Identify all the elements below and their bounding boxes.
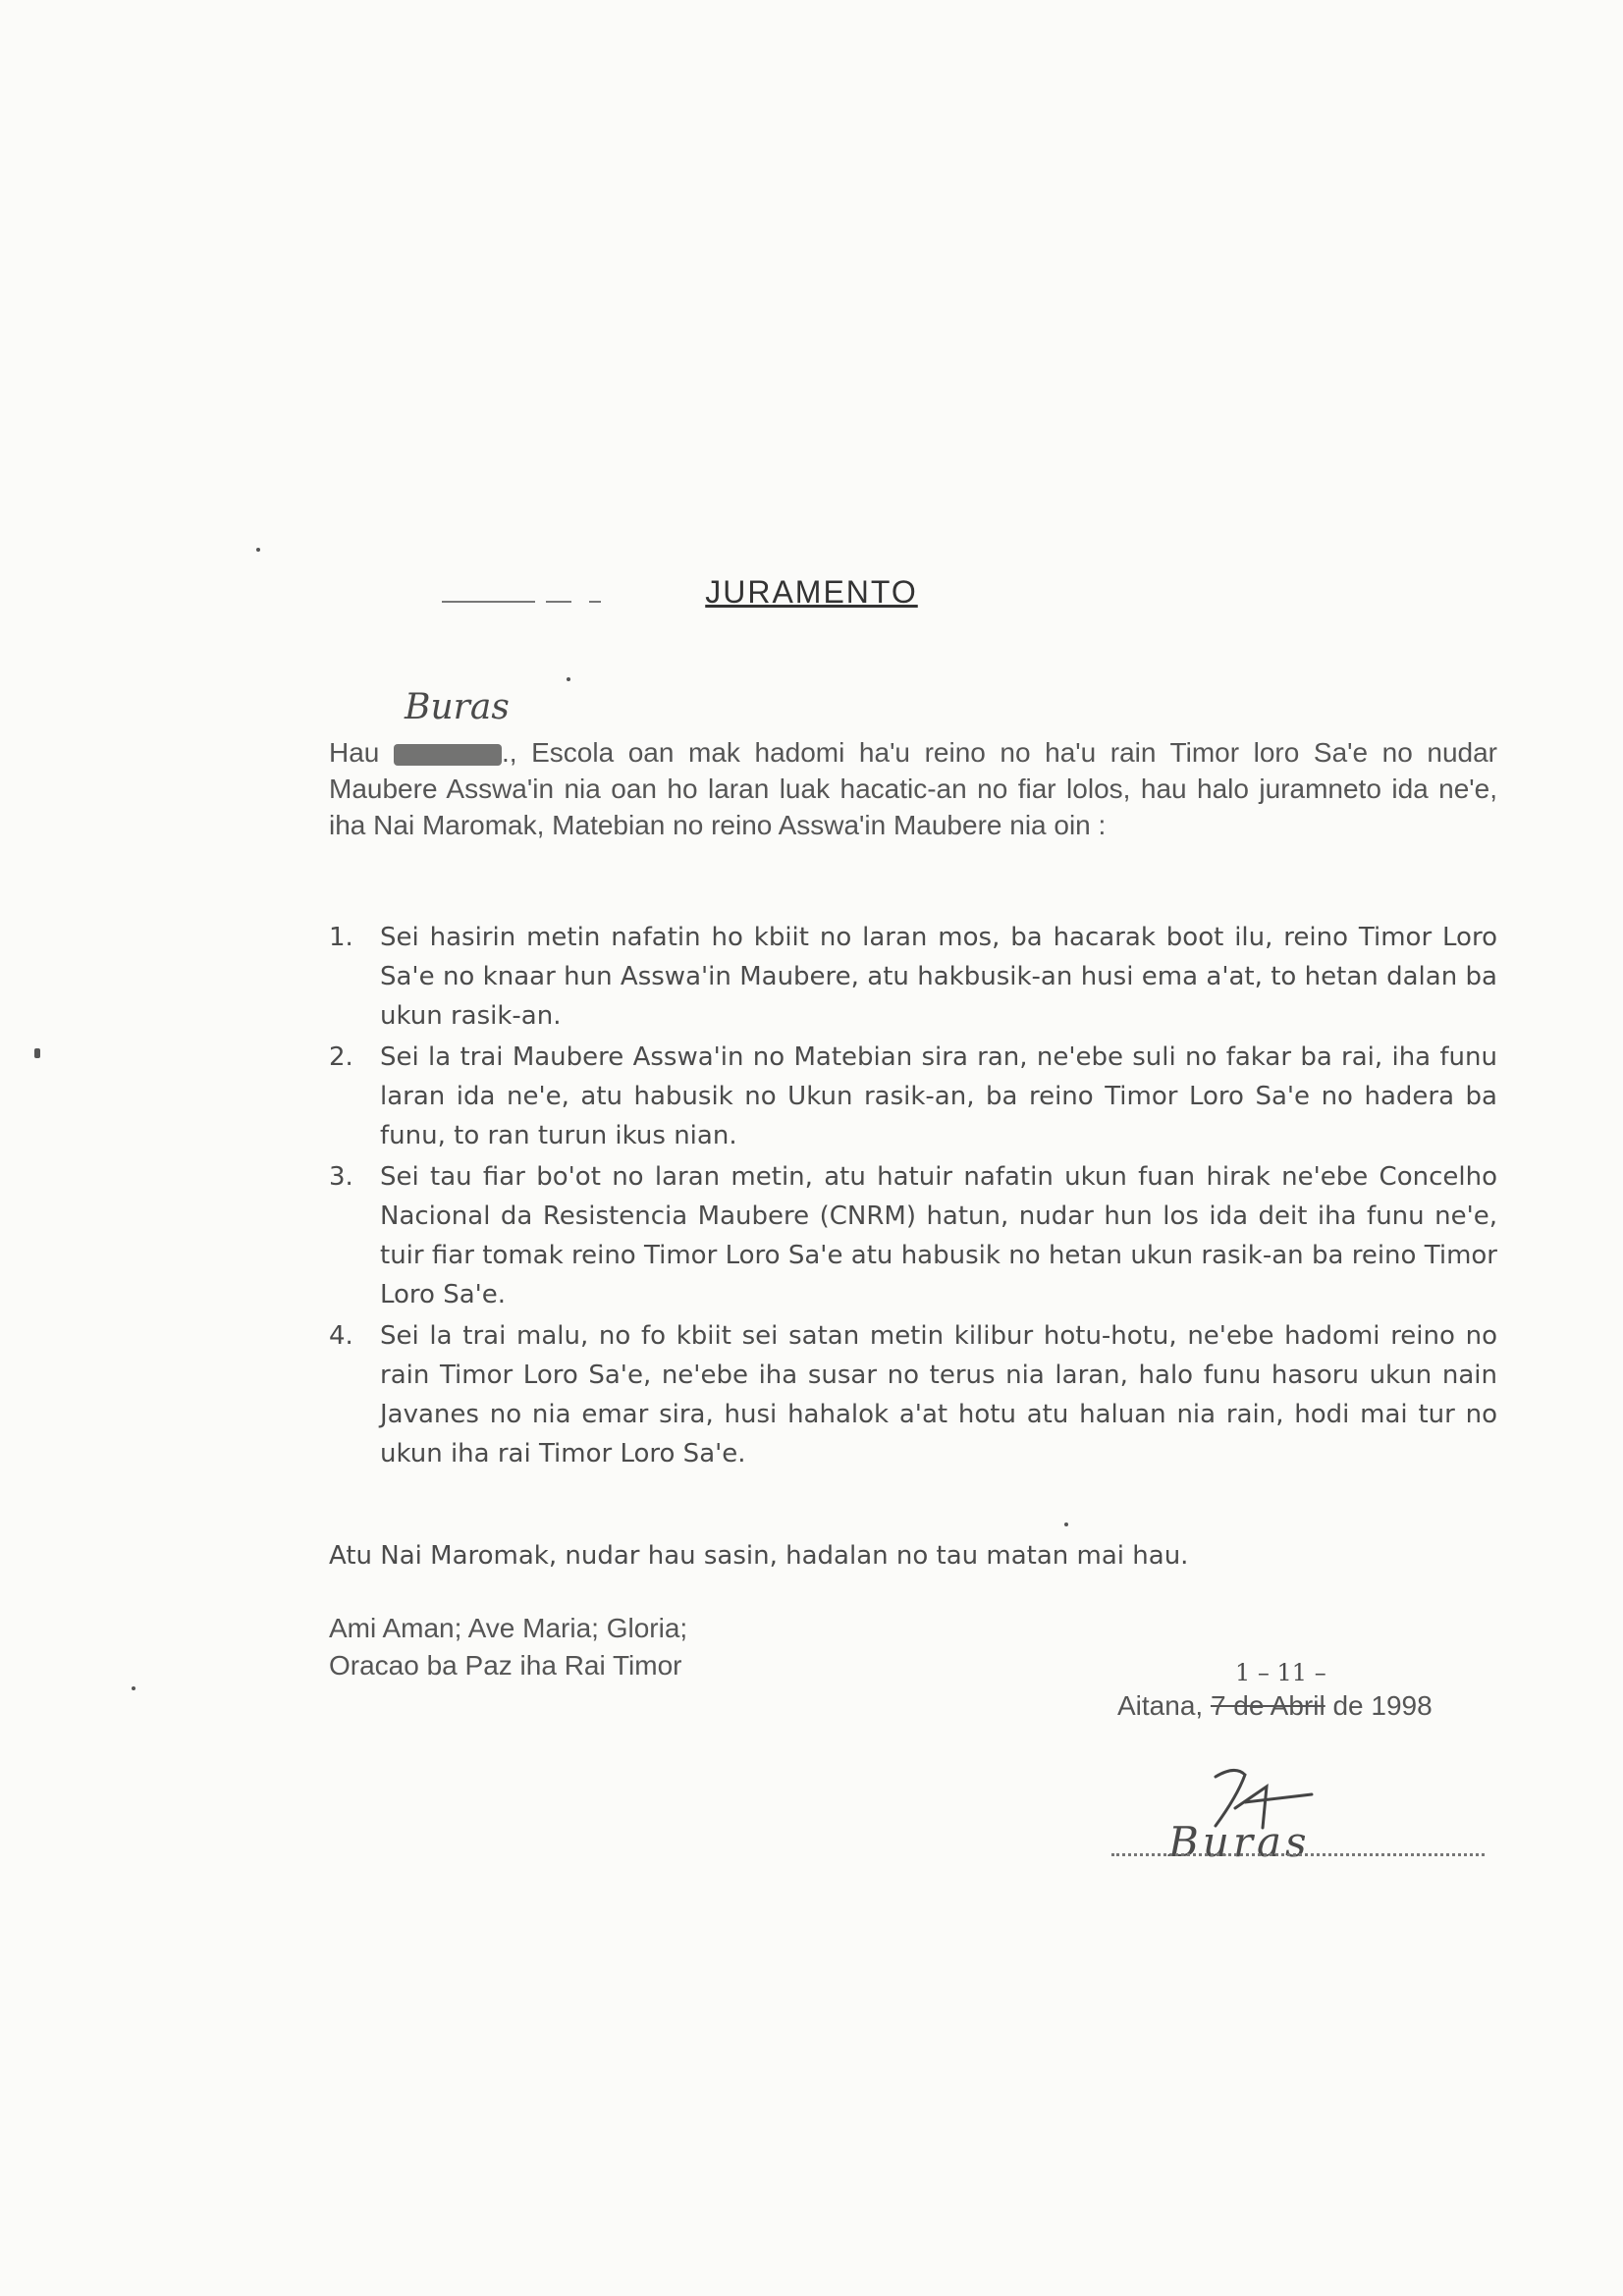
signature-line: [1111, 1853, 1485, 1856]
paper-speck: [256, 548, 260, 552]
handwritten-date-insert: 1 – 11 –: [1235, 1659, 1326, 1686]
oath-item-number: 1.: [329, 923, 353, 952]
oath-item: [329, 1316, 1497, 1473]
date-year: de 1998: [1332, 1690, 1433, 1721]
oath-item: [329, 1038, 1497, 1155]
oath-item-number: 2.: [329, 1042, 353, 1072]
closing-sentence: Atu Nai Maromak, nudar hau sasin, hadalan no tau matan mai hau.: [329, 1541, 1189, 1571]
paper-speck: [34, 1048, 40, 1058]
oath-item-number: 4.: [329, 1321, 353, 1351]
paper-speck: [1064, 1522, 1068, 1526]
intro-paragraph: [329, 734, 1497, 843]
paper-speck: [132, 1686, 135, 1690]
place-and-date: [1117, 1690, 1433, 1722]
oath-item-number: 3.: [329, 1162, 353, 1192]
oath-item: [329, 1157, 1497, 1314]
prayer-line: Oracao ba Paz iha Rai Timor: [329, 1650, 682, 1681]
handwritten-name-above: Buras: [405, 687, 510, 727]
redacted-name-blot: [394, 744, 502, 766]
oath-item-text: Sei la trai malu, no fo kbiit sei satan metin kilibur hotu-hotu, ne'ebe hadomi reino no rain Timor Loro Sa'e, ne'ebe iha susar no terus nia laran, halo funu hasoru ukun nain Javanes no nia emar sira, husi hahalok a'at hotu atu haluan nia rain, hodi mai tur no ukun iha rai Timor Loro Sa'e.: [380, 1321, 1497, 1468]
oath-list: [329, 918, 1497, 1475]
oath-item: [329, 918, 1497, 1036]
struck-date: 7 de Abril: [1210, 1690, 1325, 1721]
intro-start: Hau: [329, 737, 380, 768]
intro-rest: ., Escola oan mak hadomi ha'u reino no ha'u rain Timor loro Sa'e no nudar Maubere Asswa'in nia oan ho laran luak hacatic-an no fiar lolos, hau halo juramneto ida ne'e, iha Nai Maromak, Matebian no reino Asswa'in Maubere nia oin :: [329, 737, 1498, 840]
oath-item-text: Sei hasirin metin nafatin ho kbiit no laran mos, ba hacarak boot ilu, reino Timor Loro Sa'e no knaar hun Asswa'in Maubere, atu hakbusik-an husi ema a'at, to hetan dalan ba ukun rasik-an.: [380, 923, 1497, 1031]
prayer-line: Ami Aman; Ave Maria; Gloria;: [329, 1613, 688, 1643]
prayers-block: [329, 1610, 1016, 1684]
oath-item-text: Sei la trai Maubere Asswa'in no Matebian sira ran, ne'ebe suli no fakar ba rai, iha funu laran ida ne'e, atu habusik no Ukun rasik-an, ba reino Timor Loro Sa'e no hadera ba funu, to ran turun ikus nian.: [380, 1042, 1497, 1150]
paper-speck: [567, 677, 570, 681]
place: Aitana,: [1117, 1690, 1204, 1721]
document-title: JURAMENTO: [705, 574, 918, 610]
signature-name: Buras: [1168, 1818, 1311, 1866]
oath-item-text: Sei tau fiar bo'ot no laran metin, atu hatuir nafatin ukun fuan hirak ne'ebe Concelho Nacional da Resistencia Maubere (CNRM) hatun, nudar hun los ida deit iha funu ne'e, tuir fiar tomak reino Timor Loro Sa'e atu habusik no hetan ukun rasik-an ba reino Timor Loro Sa'e.: [380, 1162, 1497, 1309]
